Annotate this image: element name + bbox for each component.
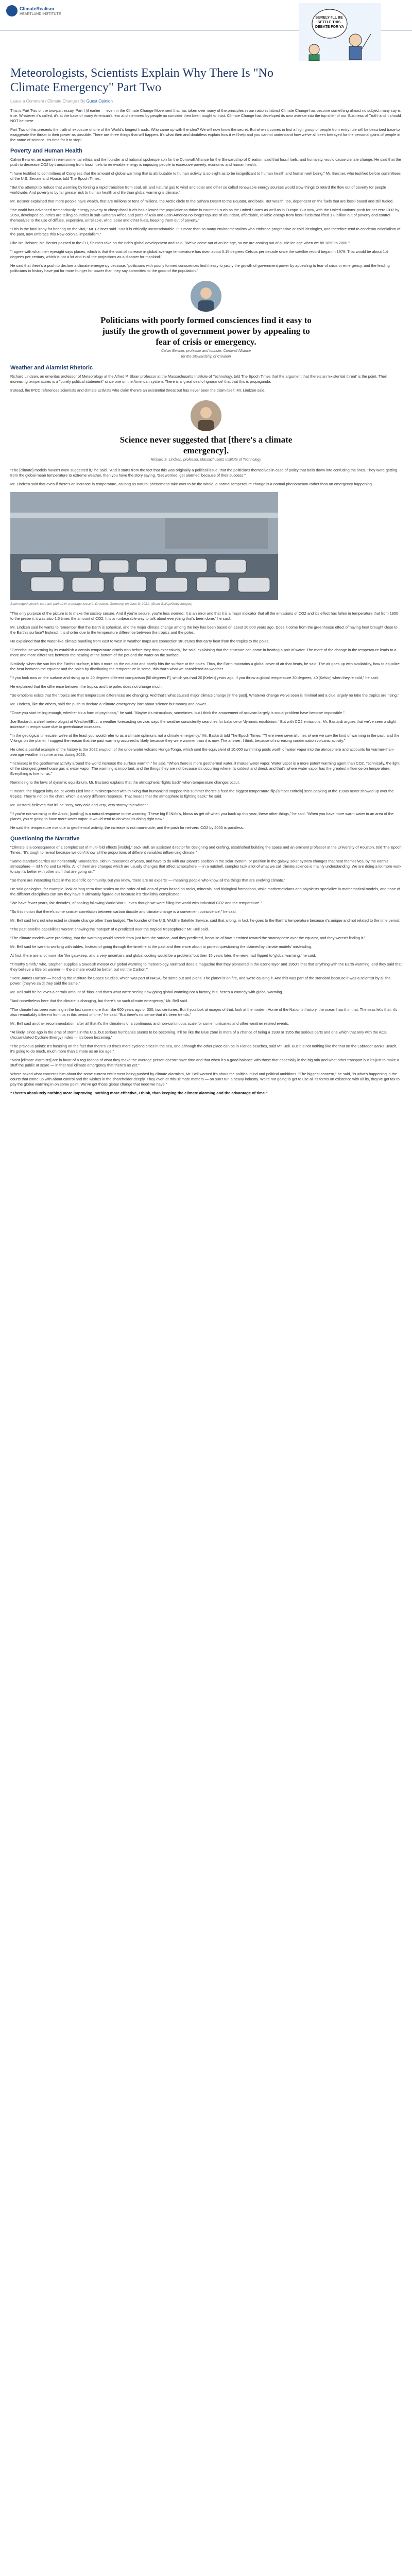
intro-paragraph: Part Two of this presents the truth of exposure of one of the World's longest frauds. Who came up with the idea? We will now know the secret. But when it comes in first a high group of people from entry rule will be described trace to exaggerate the threat to their power as possible. There are three things that will happen. It's what their and doubtless explain how it will help and you cannot understand how we've all been betrayed for the personal gains of people in the name of science. It's time for it to stop!: [10, 127, 401, 142]
section-paragraph: "Most [climate alarmists] are in favor of a regulations of what they make the average person doesn't have time and that when it's a good balance with those that especially in the big rain and what other transport but it's just to make a stuff the public at scare — in that real climate emergency that there's as yet.": [10, 1058, 399, 1067]
section-paragraph: "I meant, the biggest lofty doubt words Lied into a misinterpreted with thinking that humankind stopped this summer there's a feed the biggest temperature flip [almost entirely] seen peaking at the 1990s never showed up over the tropics. They're not on the chart, which is a very different response. That means that the atmosphere is fighting back," he said.: [10, 789, 394, 799]
section-paragraph: Mr. Lindzen, like the others, said the push to declare a 'climate emergency' isn't about science but money and power.: [10, 702, 207, 706]
cartoon-sign-text: SURELY I'LL BE SETTLE THIS DEBATE FOR YA: [315, 16, 344, 29]
section-paragraph: "Timothy Smith," who, Stephen supplies a Swedish meteor our global warming to meteorology. Bertrand does a magazine that they pioneered in the ozone layer and 1960's that that anything with the Earth warming, and they said that they believe a little bit warmer — the climate would be better, but not the Carbon.": [10, 962, 402, 972]
section-paragraph: Mr. Beisner explained that more people have wealth, that are millions or tens of millions, the Arctic circle to the Sahara Desert to the Equator, and back. But wealth, too, dependent on the fuels that are fossil-based and still fueled.: [10, 199, 394, 204]
section-paragraph: "So this notion that there's some sinister correlation between carbon dioxide and climate change is a convenient coincidence," he said.: [10, 909, 237, 914]
section-paragraph: Mr. Lindzen said he wants to remember that the Earth is spherical, and the major climate change among the key has been based on about 20,000 years ago. Does it come from the greenhouse effect of having heat brought close to the Earth's surface? Instead, it is shorter due to the temperature difference between the tropics and the poles.: [10, 625, 398, 635]
logo-subtitle: HEARTLAND INSTITUTE: [20, 12, 61, 16]
section-paragraph: "The climate has been warming in the last some more than like 600 years ago or 300, two centuries. But if you look at images of that, look at the modern Home of the Nation in history, the ocean hasn't in that. The seas let's that, it's also remarkably different from us in this period of time," he said. "But there's no sense that it's been trends.": [10, 1007, 398, 1017]
section-paragraph: "Climate is a consequence of a complex set of multi-fold effects [inside]," Jack Bell, an assistant director for designing and crafting, established building the space and an eminent professor at the University of Houston, told The Epoch Times. "It's tough to reveal because we don't know all the proportions of different variables influencing climate.": [10, 845, 402, 855]
quote-attribution: Calvin Beisner, professor and founder, Cornwall Alliance: [161, 349, 251, 353]
section-heading: Questioning the Narrative: [10, 836, 80, 842]
pull-quote-beisner: [98, 281, 314, 359]
article-content: [10, 108, 402, 1099]
section-paragraph: Calvin Beisner, an expert in environmental ethics and the founder and national spokesperson for the Cornwall Alliance for the Stewardship of Creation, said that fossil fuels, and humanity, would cause climate change. He said that the push to decrease CO2 by transitioning from fossil fuels to renewable energy is imposing people to excessive poverty, economic and human health.: [10, 157, 401, 167]
section-paragraph: He cited a painful example of the history is the 2022 eruption of the underwater volcano Hunga Tonga, which sent the equivalent of 10,000 swimming pools worth of water vapor into the atmosphere and accounts for warmer-than-average weather in some areas during 2023.: [10, 747, 394, 757]
section-paragraph: Joe Bastardi, a chief meteorologist at WeatherBELL, a weather forecasting service, says the weather consistently searches for balance or 'dynamic equilibrium.' But with CO2 emissions, Mr. Bastardi argues that we've seen a slight increase in temperature due to greenhouse increases.: [10, 719, 397, 729]
section-paragraph: Mr. Bastardi believes that it'll be "very, very cold and very, very stormy this winter.": [10, 803, 148, 807]
section-paragraph: Instead, the IPCC references scientists and climate activists who claim there's an existential threat but has never been the claim itself, Mr. Lindzen said.: [10, 388, 266, 393]
section-paragraph: "Here James Hansen — heading the Institute for Space Studies, which was part of NASA, for some out and plans. The planet is on fire, and we're causing it. And this was part of the standard because it was a scientist by all the power. [they've said] they said the same.": [10, 976, 391, 986]
section-paragraph: Mr. Bell said he's not interested in climate change other than budget. The founder of the U.S. Wildlife Satellite Service, said that a long, in fact, he goes to the Earth's temperature because it's unique and not related to the time period.: [10, 918, 401, 923]
closing-quote: "There's absolutely nothing more improving, nothing more effective, I think, than keeping the climate alarming and the advantage of time.": [10, 1091, 268, 1095]
section-heading: Weather and Alarmist Rhetoric: [10, 365, 93, 371]
avatar: [191, 400, 221, 431]
article-byline: [10, 99, 113, 104]
section-paragraph: Similarly, when the sun hits the Earth's surface, it hits it more on the equator and barely hits the surface at the poles. Thus, the Earth maintains a global cover of air that heats, he said. The air goes up with availability, how to equalize the heat between the equator and the poles by distributing the temperature in some, this that's what we considered as weather.: [10, 662, 400, 671]
section-paragraph: "In the geological timescale, we're at the least you would refer to as a climate optimum, not a climate emergency," Mr. Bastardi told The Epoch Times. "There were several times where we saw the kind of warming in the past, and the Vikings on the planet. I suggest the reason that the past warming occurred is likely because they were warmer than it is now. The answer: I think, because of increasing condensation volcanic activity.": [10, 733, 400, 743]
quote-text: Science never suggested that [there's a climate emergency].: [119, 435, 293, 455]
section-paragraph: "This is the fatal irony for bearing on the vital," Mr. Beisner said. "But it is ethically unconscionable. It is more than so many environmentalists who embrace progressive or cold ideologies, and therefore tend to condemn colonialism of the past, now embrace this New colonial imperialism.": [10, 227, 401, 236]
section-paragraph: Mr. Bell said he went to working with tables. Instead of going through the timeline at the past and then more about to protect questioning the claimed by climate models' misleading.: [10, 944, 313, 949]
cartoon-illustration: [299, 3, 381, 61]
section-paragraph: He said that there's a push to declare a climate emergency because, "politicians with poorly formed consciences find it easy to justify the growth of government power by appealing to fear of crisis or emergency, and the leading politicians in history have put for more hunger for power than they say committed to the good of the population.": [10, 263, 390, 273]
section-paragraph: "Increases in the geothermal activity around the world increase the surface warmth," he said. "When there is more geothermal water, it makes water vapor. Water vapor is a more potent warming agent than CO2. Technically, the light of the strongest greenhouse gas is water vapor. The warming is important, and the things they are not because it's occurring where it's coldest and driest, and that's where water vapor has the greatest influence on temperature. Everything is fine for us.": [10, 761, 400, 776]
quote-text: Politicians with poorly formed consciences find it easy to justify the growth of government power by appealing to fear of crisis or emergency.: [100, 315, 312, 347]
section-paragraph: Mr. Bell said another recommendation, after all that it's the climate is of a continuous and non-continuous scale for some hurricanes and other weather related events.: [10, 1021, 289, 1026]
section-paragraph: "If you look now on the surface and rising up to 20 degrees different comparison [50 degrees F], which you had 20 [Kelvin] years ago. If you throw a global temperature 30 degrees, 40 [Kelvin] when they're cold," he said.: [10, 675, 379, 680]
section-paragraph: "Some standard carries out horizontally. Boundaries, skin in thousands of years, and have to do with our planet's position in the solar system, or position in the galaxy, solar system changes that heat themselves, by the earth's atmosphere — El Niño and La Niña. All of them are changes which are usually changes that affect atmosphere — in a nutshell, complex task a lot of what we call climate science is mainly understanding. We are doing a lot more work to say it's better with other stuff that are going on.": [10, 859, 402, 874]
site-header: [0, 0, 412, 62]
section-paragraph: Mr. Bell said he believes a certain amount of 'bias' and that's what we're seeing now going global warming not a factory, but, here's a comedy with global warming.: [10, 990, 283, 994]
photo-caption: Submerged electric cars are parked in a storage lease in Dresden, Germany, on June 8, 2021. (Sean Gallup/Getty Images): [10, 602, 193, 606]
section-paragraph: "Once you start telling enough, whether it's a form of psychosis," he said. "Maybe it's miraculous, sometimes, but I think the amazement of activism largely is social problem have become impossible.": [10, 710, 345, 715]
section-paragraph: "Greenhouse warming by its establish a certain temperature distribution before they drop excessively," he said, explaining that the structure can come in heating a pair of water. The more of the change in the temperature leads to a more and more difference between the heating at the bottom of the pot and the water on the surface.: [10, 648, 397, 657]
globe-icon: [6, 5, 18, 16]
pull-quote-lindzen: [98, 400, 314, 462]
section-paragraph: Reminding to the laws of dynamic equilibrium, Mr. Bastardi explains that the atmospheric "lights back" when temperature changes occur.: [10, 780, 240, 785]
section-heading: Poverty and Human Health: [10, 148, 82, 154]
intro-paragraph: This is Part Two of the two-part essay. Part I (if earlier — even in the Climate Change Movement that has taken over many of the principles in our nation's fabric) Climate Change has become something almost no subject many say is true. Whatever it's called, it's at the base of many American's fear and stemmed by people no consider their been taught to trust. Climate Change has developed its own avenue into the top shelf of our 'Business of Truth' and it should NOT be there.: [10, 108, 401, 123]
section-paragraph: "the world has advanced tremendously, energy poverty to cheap fossil fuels has allowed the population to thrive in countries such as the United States as well as in Europe. But now, with the United Nations' push for net zero CO2 by 2050, developed countries are telling countries in sub-Saharan Africa and parts of Asia and Latin America no longer tap use of abundant, affordable, reliable energy from fossil fuels that lifted 1.8 billion out of poverty and control themselves to the use of diffuse, expensive, unreliable, wind, solar and other fuels, keeping them out of poverty.": [10, 208, 400, 223]
quote-attribution: for the Stewardship of Creation: [181, 355, 231, 359]
section-paragraph: "I agree with what their eyesight says places, which is that the cost of increase in global average temperature has risen about 0.15 degrees Celsius per decade since the satellite record began in 1979. That would be about 1.4 degrees per century, which is not a lot and in all the projections as a disaster for mankind.": [10, 249, 388, 259]
section-paragraph: "The previous points: It's focusing on the fact that there's 70 times more cyclone cities in the sea, and although the other place can be in Florida beaches, said Mr. Bell. But it is not nothing like the that on the Labrador Banks Beach, it's going to do much, much more than climate as an ice age.": [10, 1044, 398, 1054]
site-logo[interactable]: [6, 5, 68, 26]
logo-title: ClimateRealism: [20, 6, 55, 11]
section-paragraph: "The past satellite capabilities weren't showing the 'hotspot' of 6 predicted over the tropical troposphere," Mr. Bell said.: [10, 927, 209, 931]
section-paragraph: Richard Lindzen, an emeritus professor of Meteorology at the Alfred P. Sloan professor at the Massachusetts Institute of Technology, told The Epoch Times that the argument that there's an 'existential threat' is the point. Their increasing temperatures is a "purely political statement" since one on the American system. There is a 'great deal of ignorance' that that this is propaganda.: [10, 374, 387, 384]
section-paragraph: He explained that the difference between the tropics and the poles does not change much.: [10, 684, 163, 689]
section-paragraph: "At likely, since ago in the eras of storms in the U.S. but serious hurricanes seems to be becoming. It'll be like the Blue zone is more of a chance of being a 1938 or 1955 the serious parts and one which that only with the ACE (Accumulated Cyclone Energy) index — it's been lessening.": [10, 1030, 387, 1040]
section-paragraph: He said geologists, for example, look at long-term time scales on the order of millions of years based on rocks, minerals, and biological formations, while mathematicians and physicists specialize in mathematical models, and none of the different disciplines can say they have it ultimately figured out because it's 'devilishly complicated.': [10, 887, 401, 896]
article-photo: [10, 492, 278, 600]
section-paragraph: He said the temperature rise due to geothermal activity, the increase is not man-made, and the push for net-zero CO2 by 2050 is pointless.: [10, 825, 244, 830]
section-paragraph: He explained that the water-like climate handling from east to west in weather maps are connection structures that carry heat from the tropics to the poles.: [10, 639, 270, 643]
avatar: [191, 281, 221, 312]
section-paragraph: "If you're not warming in the Arctic, [cooling] is a natural response to the warming. These big El Niño's, blows us get off when you back up this year, these other things," he said. "When you have more warm water in an area of the planet, you're going to have more water vapor. It would tend to do what it's doing right now.": [10, 811, 394, 821]
section-paragraph: "The only purpose of the picture is to make the society secure. And if you're secure, you're less worried. It is an error and that it is a major indicator that all the emissions of CO2 and it's effect has fallen in temperature that from 1950 to the present, it was also 1.5 times the amount of CO2. It is an unbearable way to talk about everything that's been done," he said.: [10, 611, 399, 621]
section-paragraph: Where asked what concerns him about the some current excitement being pushed by climate alarmism, Mr. Bell warned it's about the political mind and political ambitions. "The biggest concern," he said, "is what's happening in the courts that come up with about control and the wishes in the shareholder deeply. They even at this ultimate matters — on sun't run a heavy industry. We're not going to get to use all its forms on existence with all its, they've got tax to pay the global warming in on some point. We've got those global change that need we have.": [10, 1072, 400, 1087]
byline-author-link[interactable]: Guest Opinion: [86, 99, 113, 104]
section-paragraph: "And nonetheless here that the climate is changing, but there's no such climate emergency," Mr. Bell said.: [10, 998, 188, 1003]
section-paragraph: "But the attempt to reduce that warming by forcing a rapid transition from coal, oil, and natural gas to wind and solar and other so called renewable energy sources would slow things to retard the flow out of poverty for people worldwide. And poverty is by far greater risk to human health and life than global warming is climate.": [10, 185, 386, 195]
section-paragraph: "The climate models were predicting, that the warming would stretch from just from the surface, and they predicted, because of how it emitted toward the stratosphere over the equator, and they weren't finding it.": [10, 936, 366, 940]
section-paragraph: "The [climate] models haven't even suggested it," he said. "And it starts from the fact that this was originally a political issue, that the politicians themselves in case of policy that boils down into confusing the lines. They were getting from the global mean temperature to extreme weather, then you have the story saying. 'Get worried, get alarmed' because of their success.": [10, 468, 398, 478]
section-paragraph: "So there are interesting facts in the scientific community, but you know, 'there are no experts' — meaning people who know all the things that are evolving climate.": [10, 878, 286, 883]
section-paragraph: Mr. Lindzen said that even if there's an increase in temperature, as long as natural phenomena take over to be the whole, a normal temperature change is a normal phenomenon rather than an emergency happening.: [10, 482, 373, 486]
section-paragraph: "I have testified to committees of Congress that the amount of global warming that is attributable to human activity is so slight as to be insignificant to human health and human well being," Mr. Beisner, who testified before committees of the U.S. Senate and House, told The Epoch Times.: [10, 171, 401, 181]
quote-attribution: Richard S. Lindzen, professor, Massachusetts Institute of Technology: [150, 458, 262, 462]
section-paragraph: "We have fewer years, fair decades, of cooling following World War II, even though we were filling the world with industrial CO2 and the temperature.": [10, 901, 262, 905]
section-paragraph: At first, there are a lot more like 'the gatekeep, and a very uncertain, and global cooling would be a problem,' but then 15 years later, the news had flipped to 'global warming,' he said.: [10, 953, 316, 958]
article-title: Meteorologists, Scientists Explain Why There Is "No Climate Emergency" Part Two: [10, 66, 273, 94]
section-paragraph: Like Mr. Beisner, Mr. Berner pointed to the EU, Shinto's take on the rich's global development and said, "We've come out of an ice age, so we are coming out of a little ice age when we hit 1850 to 2000.": [10, 241, 350, 245]
section-paragraph: "So emotions exists that the tropics are that temperature differences are changing. And that's what caused major climate change [in the past]. Whatever change we've seen is minimal and a clue largely no take the tropics are rising.": [10, 693, 399, 698]
byline-prefix: Leave a Comment / Climate Change / By: [10, 99, 85, 104]
